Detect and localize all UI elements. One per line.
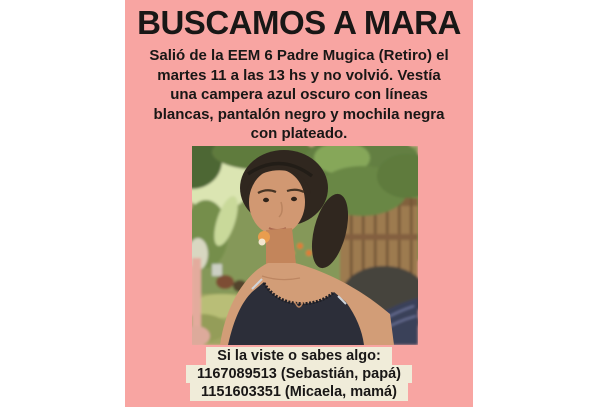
description-line: Salió de la EEM 6 Padre Mugica (Retiro) el bbox=[149, 47, 449, 64]
contact-phone-line: 1151603351 (Micaela, mamá) bbox=[190, 383, 408, 401]
contact-box bbox=[125, 347, 473, 401]
contact-phone-line: 1167089513 (Sebastián, papá) bbox=[186, 365, 412, 383]
missing-person-flyer bbox=[125, 0, 473, 407]
missing-person-photo bbox=[192, 146, 418, 345]
description-line: blancas, pantalón negro y mochila negra bbox=[153, 105, 445, 123]
description-line: una campera azul oscuro con líneas bbox=[170, 86, 428, 103]
description-line: martes 11 a las 13 hs y no volvió. Vestía bbox=[157, 66, 441, 84]
contact-heading: Si la viste o sabes algo: bbox=[206, 347, 392, 365]
flyer-description bbox=[125, 46, 473, 144]
flyer-title: BUSCAMOS A MARA bbox=[137, 4, 461, 41]
description-line: con plateado. bbox=[250, 125, 348, 142]
